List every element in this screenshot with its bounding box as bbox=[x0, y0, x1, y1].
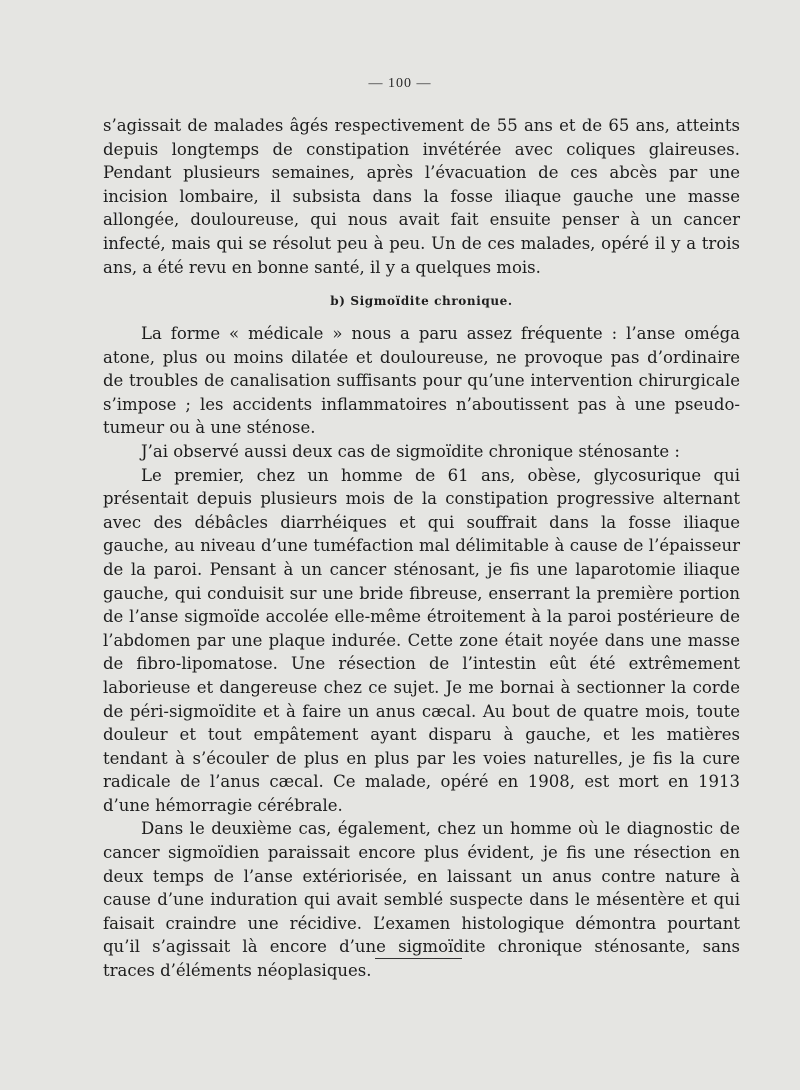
paragraph-second-case: Dans le deuxième cas, également, chez un homme où le diagnostic de cancer sigmoïdien paraissait encore plus évident, je fis une résection en deux temps de l’anse extériorisée, en laissant un anus contre nature à cause d’une induration qui avait semblé suspecte dans le mésentère et qui faisait craindre une récidive. L’examen histologique démontra pourtant qu’il s’agissait là encore d’une sigmoïdite chronique sténosante, sans traces d’éléments néoplasiques. bbox=[103, 819, 740, 981]
page-number: — 100 — bbox=[368, 76, 432, 91]
section-body bbox=[103, 322, 740, 983]
paragraph-first-case: Le premier, chez un homme de 61 ans, obèse, glycosurique qui présentait depuis plusieurs mois de la constipation progressive alternant avec des débâcles diarrhéiques et qui souffrait dans la fosse iliaque gauche, au niveau d’une tuméfaction mal délimitable à cause de l’épaisseur de la paroi. Pensant à un cancer sténosant, je fis une laparotomie iliaque gauche, qui conduisit sur une bride fibreuse, enserrant la première portion de l’anse sigmoïde accolée elle-même étroitement à la paroi postérieure de l’abdomen par une plaque indurée. Cette zone était noyée dans une masse de fibro-lipomatose. Une résection de l’intestin eût été extrêmement laborieuse et dangereuse chez ce sujet. Je me bornai à sectionner la corde de péri-sigmoïdite et à faire un anus cæcal. Au bout de quatre mois, toute douleur et tout empâtement ayant disparu à gauche, et les matières tendant à s’écouler de plus en plus par les voies naturelles, je fis la cure radicale de l’anus cæcal. Ce malade, opéré en 1908, est mort en 1913 d’une hémorragie cérébrale. bbox=[103, 465, 740, 815]
paragraph-medical-form: La forme « médicale » nous a paru assez fréquente : l’anse oméga atone, plus ou moins dilatée et douloureuse, ne provoque pas d’ordinaire de troubles de canalisation suffisants pour qu’une intervention chirurgicale s’impose ; les accidents inflammatoires n’aboutissent pas à une pseudo-tumeur ou à une sténose. bbox=[103, 324, 740, 438]
section-heading: b) Sigmoïdite chronique. bbox=[330, 294, 513, 308]
intro-block bbox=[103, 114, 740, 279]
closing-rule bbox=[375, 958, 462, 959]
paragraph-two-cases: J’ai observé aussi deux cas de sigmoïdite chronique sténosante : bbox=[141, 441, 680, 461]
section-heading-block bbox=[103, 294, 740, 308]
intro-paragraph: s’agissait de malades âgés respectivement de 55 ans et de 65 ans, atteints depuis longtemps de constipation invétérée avec coliques glaireuses. Pendant plusieurs semaines, après l’évacuation de ces abcès par une incision lombaire, il subsista dans la fosse iliaque gauche une masse allongée, douloureuse, qui nous avait fait ensuite penser à un cancer infecté, mais qui se résolut peu à peu. Un de ces malades, opéré il y a trois ans, a été revu en bonne santé, il y a quelques mois. bbox=[103, 116, 740, 277]
